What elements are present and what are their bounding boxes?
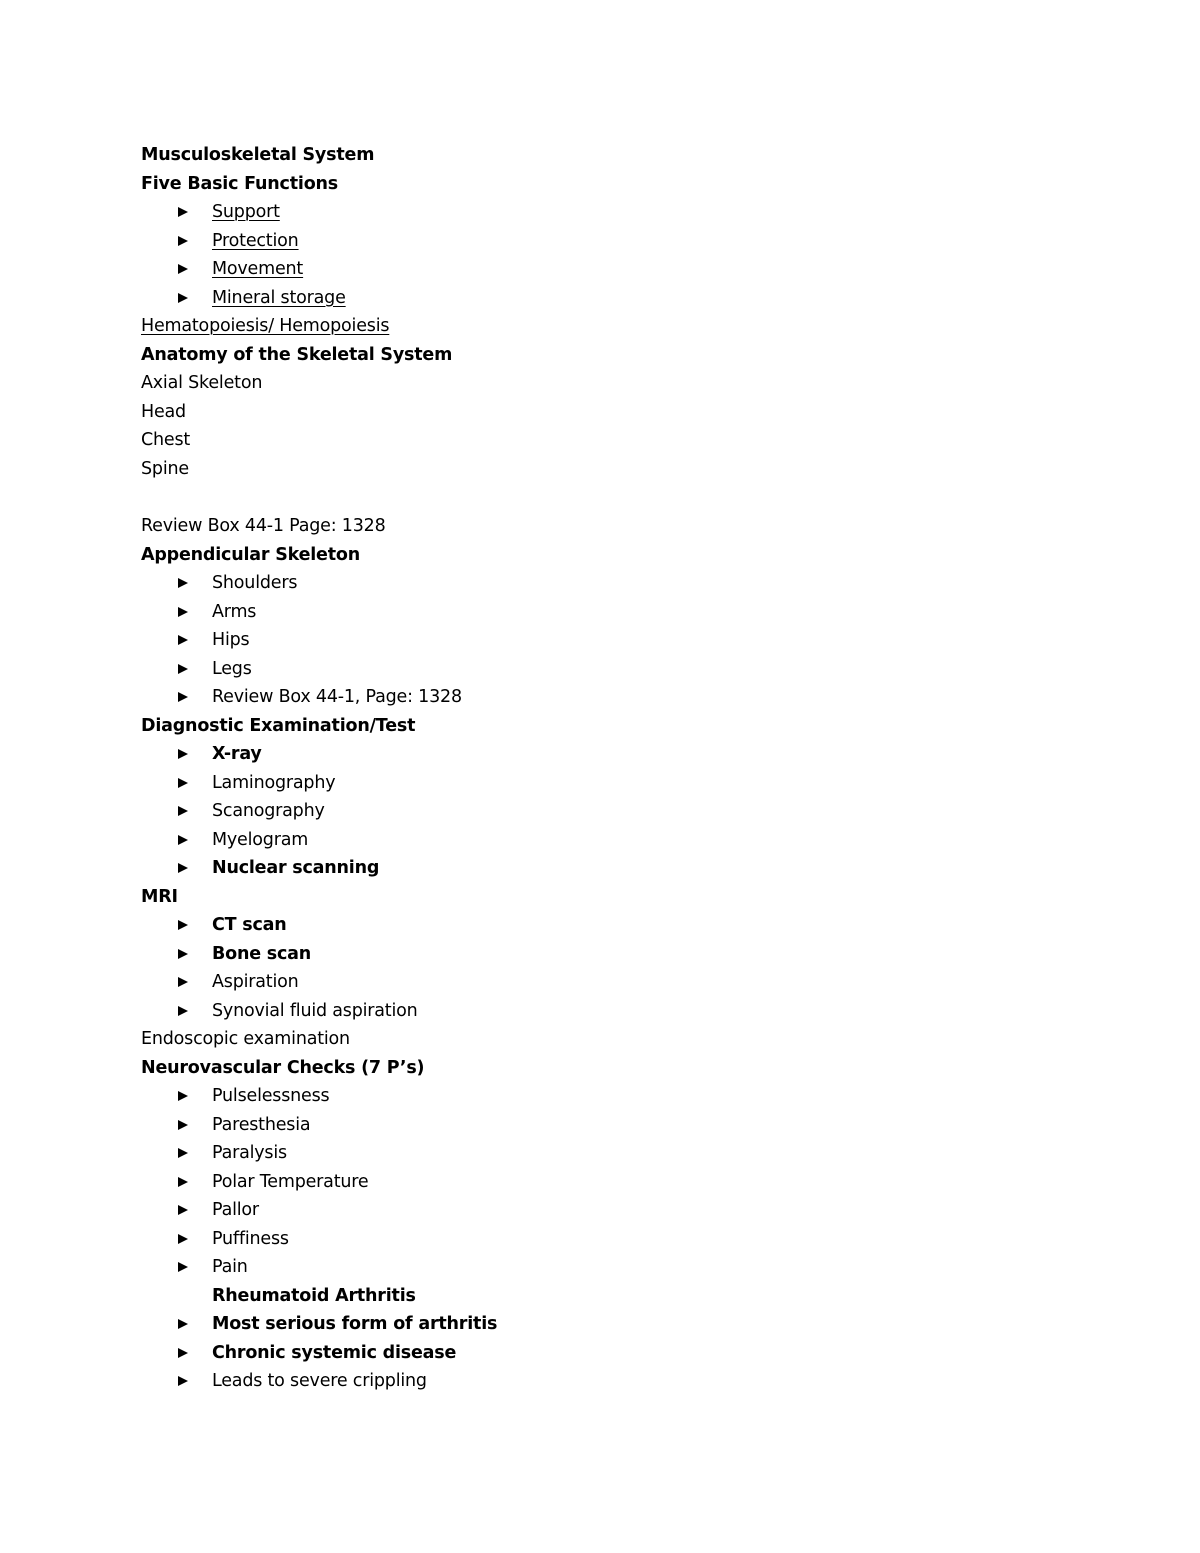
line-text: Nuclear scanning	[212, 858, 380, 878]
bullet-item-protection	[141, 227, 1101, 256]
bullet-item-most-serious-form-of-arthritis	[141, 1310, 1101, 1339]
bullet-item-review-box-44-1-page-1328	[141, 683, 1101, 712]
bullet-arrow-icon	[178, 236, 188, 246]
bullet-item-polar-temperature	[141, 1168, 1101, 1197]
line-text: Pulselessness	[212, 1086, 330, 1106]
line-text: Scanography	[212, 801, 325, 821]
bullet-item-legs	[141, 655, 1101, 684]
bullet-arrow-icon	[178, 293, 188, 303]
bullet-item-aspiration	[141, 968, 1101, 997]
bullet-arrow-icon	[178, 806, 188, 816]
line-text: Review Box 44-1 Page: 1328	[141, 516, 386, 536]
line-text: CT scan	[212, 915, 287, 935]
bullet-item-mineral-storage	[141, 284, 1101, 313]
bullet-item-hips	[141, 626, 1101, 655]
line-text: Leads to severe crippling	[212, 1371, 427, 1391]
bullet-item-pulselessness	[141, 1082, 1101, 1111]
line-text: Pain	[212, 1257, 248, 1277]
blank-line	[141, 483, 1101, 512]
bullet-arrow-icon	[178, 749, 188, 759]
bullet-arrow-icon	[178, 1348, 188, 1358]
line-text: Most serious form of arthritis	[212, 1314, 498, 1334]
text-line-musculoskeletal-system	[141, 141, 1101, 170]
line-text: Musculoskeletal System	[141, 145, 375, 165]
bullet-item-myelogram	[141, 826, 1101, 855]
line-text: Aspiration	[212, 972, 299, 992]
line-text: Chronic systemic disease	[212, 1342, 457, 1363]
line-text: Diagnostic Examination/Test	[141, 715, 416, 736]
bullet-item-pallor	[141, 1196, 1101, 1225]
bullet-item-movement	[141, 255, 1101, 284]
line-text: Synovial fluid aspiration	[212, 1000, 418, 1021]
line-text: Myelogram	[212, 829, 309, 850]
bullet-arrow-icon	[178, 1120, 188, 1130]
line-text: Hips	[212, 630, 250, 650]
bullet-item-paresthesia	[141, 1111, 1101, 1140]
bullet-arrow-icon	[178, 664, 188, 674]
line-text: Neurovascular Checks (7 P’s)	[141, 1057, 425, 1078]
line-text: Five Basic Functions	[141, 173, 338, 194]
bullet-arrow-icon	[178, 863, 188, 873]
line-text: Appendicular Skeleton	[141, 544, 360, 565]
line-text: Shoulders	[212, 573, 298, 593]
line-text: Puffiness	[212, 1228, 289, 1249]
text-line-hematopoiesis-hemopoiesis	[141, 312, 1101, 341]
bullet-arrow-icon	[178, 578, 188, 588]
bullet-arrow-icon	[178, 692, 188, 702]
text-line-chest	[141, 426, 1101, 455]
line-text: Bone scan	[212, 943, 312, 964]
text-line-anatomy-of-the-skeletal-system	[141, 341, 1101, 370]
line-text: Polar Temperature	[212, 1171, 369, 1192]
bullet-item-nuclear-scanning	[141, 854, 1101, 883]
bullet-arrow-icon	[178, 1205, 188, 1215]
line-text: Spine	[141, 458, 189, 479]
bullet-item-chronic-systemic-disease	[141, 1339, 1101, 1368]
line-text: Protection	[212, 230, 299, 251]
line-text: Head	[141, 401, 186, 422]
line-text: Arms	[212, 601, 257, 622]
text-line-neurovascular-checks-7-p-s	[141, 1054, 1101, 1083]
line-text: Endoscopic examination	[141, 1029, 350, 1049]
bullet-arrow-icon	[178, 977, 188, 987]
bullet-arrow-icon	[178, 920, 188, 930]
text-line-rheumatoid-arthritis	[141, 1282, 1101, 1311]
line-text: Legs	[212, 658, 252, 679]
line-text: Movement	[212, 259, 304, 279]
bullet-arrow-icon	[178, 1177, 188, 1187]
text-line-appendicular-skeleton	[141, 541, 1101, 570]
bullet-arrow-icon	[178, 1091, 188, 1101]
bullet-item-ct-scan	[141, 911, 1101, 940]
bullet-item-synovial-fluid-aspiration	[141, 997, 1101, 1026]
bullet-item-pain	[141, 1253, 1101, 1282]
line-text: Support	[212, 202, 280, 222]
bullet-item-arms	[141, 598, 1101, 627]
text-line-head	[141, 398, 1101, 427]
line-text: Laminography	[212, 772, 336, 793]
line-text: Paresthesia	[212, 1114, 311, 1135]
line-text: Paralysis	[212, 1143, 287, 1163]
line-text: Anatomy of the Skeletal System	[141, 344, 453, 365]
text-line-diagnostic-examination-test	[141, 712, 1101, 741]
bullet-item-shoulders	[141, 569, 1101, 598]
bullet-arrow-icon	[178, 835, 188, 845]
bullet-item-scanography	[141, 797, 1101, 826]
bullet-item-support	[141, 198, 1101, 227]
bullet-arrow-icon	[178, 635, 188, 645]
line-text: Review Box 44-1, Page: 1328	[212, 687, 462, 707]
bullet-arrow-icon	[178, 949, 188, 959]
bullet-arrow-icon	[178, 1006, 188, 1016]
text-line-spine	[141, 455, 1101, 484]
bullet-item-laminography	[141, 769, 1101, 798]
bullet-arrow-icon	[178, 1376, 188, 1386]
bullet-arrow-icon	[178, 1234, 188, 1244]
bullet-item-paralysis	[141, 1139, 1101, 1168]
line-text: Rheumatoid Arthritis	[212, 1285, 416, 1306]
bullet-item-bone-scan	[141, 940, 1101, 969]
text-line-mri	[141, 883, 1101, 912]
line-text: MRI	[141, 886, 178, 907]
line-text: Pallor	[212, 1200, 259, 1220]
bullet-arrow-icon	[178, 607, 188, 617]
bullet-item-puffiness	[141, 1225, 1101, 1254]
bullet-arrow-icon	[178, 1148, 188, 1158]
line-text: Chest	[141, 430, 191, 450]
bullet-item-leads-to-severe-crippling	[141, 1367, 1101, 1396]
bullet-arrow-icon	[178, 207, 188, 217]
bullet-arrow-icon	[178, 778, 188, 788]
line-text: Axial Skeleton	[141, 373, 263, 393]
text-line-endoscopic-examination	[141, 1025, 1101, 1054]
text-line-five-basic-functions	[141, 170, 1101, 199]
bullet-arrow-icon	[178, 1319, 188, 1329]
document-page	[141, 141, 1101, 1396]
bullet-arrow-icon	[178, 1262, 188, 1272]
bullet-arrow-icon	[178, 264, 188, 274]
line-text: Mineral storage	[212, 287, 346, 308]
text-line-review-box-44-1-page-1328	[141, 512, 1101, 541]
bullet-item-x-ray	[141, 740, 1101, 769]
text-line-axial-skeleton	[141, 369, 1101, 398]
line-text: X-ray	[212, 744, 262, 764]
line-text: Hematopoiesis/ Hemopoiesis	[141, 316, 390, 336]
